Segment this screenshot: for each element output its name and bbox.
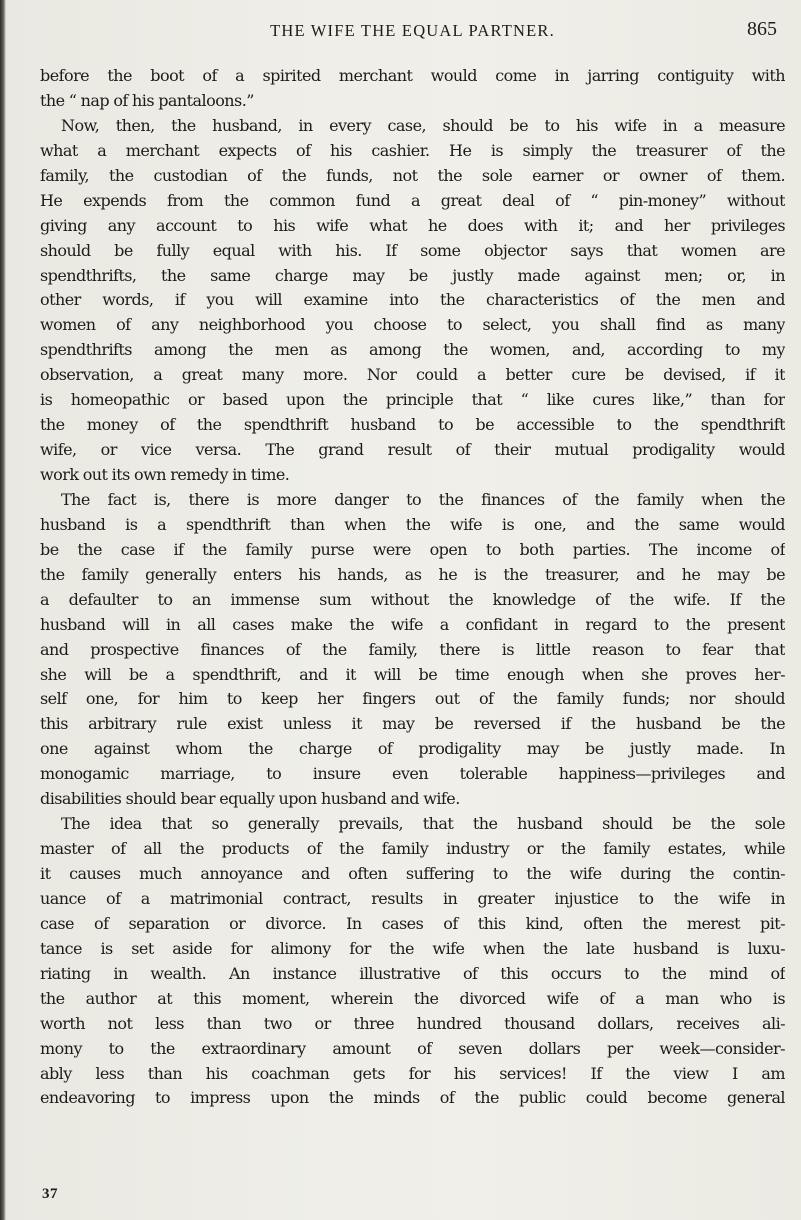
text-line: other words, if you will examine into the characteristics of the men and <box>40 290 785 310</box>
text-line: observation, a great many more. Nor could a better cure be devised, if it <box>40 365 785 385</box>
text-line: ably less than his coachman gets for his services! If the view I am <box>40 1063 785 1083</box>
text-line: the “ nap of his pantaloons.” <box>40 90 254 110</box>
text-line: before the boot of a spirited merchant would come in jarring contiguity with <box>40 66 785 85</box>
text-line: women of any neighborhood you choose to select, you shall find as many <box>40 315 785 335</box>
text-line: self one, for him to keep her fingers out of the family funds; nor should <box>40 689 785 709</box>
text-line: this arbitrary rule exist unless it may be reversed if the husband be the <box>40 714 785 734</box>
signature-mark: 37 <box>42 1186 58 1202</box>
text-line: what a merchant expects of his cashier. He is simply the treasurer of the <box>40 140 785 160</box>
text-line: be the case if the family purse were open to both parties. The income of <box>40 539 785 559</box>
text-line: mony to the extraordinary amount of seven dollars per week—consider- <box>40 1038 785 1058</box>
text-line: she will be a spendthrift, and it will be time enough when she proves her- <box>40 664 785 684</box>
text-line: the family generally enters his hands, as he is the treasurer, and he may be <box>40 564 785 584</box>
text-line: giving any account to his wife what he does with it; and her privileges <box>40 215 785 235</box>
text-line: a defaulter to an immense sum without the knowledge of the wife. If the <box>40 589 785 609</box>
text-line: monogamic marriage, to insure even tolerable happiness—privileges and <box>40 764 785 784</box>
text-line: the money of the spendthrift husband to be accessible to the spendthrift <box>40 415 785 435</box>
text-line: The idea that so generally prevails, that the husband should be the sole <box>61 814 785 834</box>
text-line: and prospective finances of the family, there is little reason to fear that <box>40 639 785 659</box>
text-line: case of separation or divorce. In cases of this kind, often the merest pit- <box>40 913 785 933</box>
body-text <box>40 64 785 1111</box>
text-line: Now, then, the husband, in every case, should be to his wife in a measure <box>61 115 785 135</box>
text-line: master of all the products of the family industry or the family estates, while <box>40 839 785 859</box>
text-line: husband will in all cases make the wife a confidant in regard to the present <box>40 614 785 634</box>
page-spine-shadow <box>0 0 6 1220</box>
text-line: it causes much annoyance and often suffering to the wife during the contin- <box>40 864 785 883</box>
text-line: endeavoring to impress upon the minds of the public could become general <box>40 1088 785 1108</box>
text-line: The fact is, there is more danger to the finances of the family when the <box>61 489 785 509</box>
text-line: tance is set aside for alimony for the wife when the late husband is luxu- <box>40 938 785 958</box>
page-number: 865 <box>747 18 777 40</box>
text-line: is homeopathic or based upon the principle that “ like cures like,” than for <box>40 390 785 410</box>
text-line: one against whom the charge of prodigality may be justly made. In <box>40 739 785 759</box>
text-line: disabilities should bear equally upon husband and wife. <box>40 789 460 809</box>
text-line: wife, or vice versa. The grand result of their mutual prodigality would <box>40 440 785 460</box>
text-line: the author at this moment, wherein the divorced wife of a man who is <box>40 988 785 1008</box>
text-line: should be fully equal with his. If some objector says that women are <box>40 240 785 260</box>
text-line: worth not less than two or three hundred thousand dollars, receives ali- <box>40 1013 785 1033</box>
text-line: spendthrifts among the men as among the women, and, according to my <box>40 340 785 360</box>
page-header <box>40 18 785 48</box>
text-line: riating in wealth. An instance illustrative of this occurs to the mind of <box>40 963 785 983</box>
text-line: work out its own remedy in time. <box>40 465 290 484</box>
text-line: uance of a matrimonial contract, results in greater injustice to the wife in <box>40 888 785 908</box>
text-line: husband is a spendthrift than when the wife is one, and the same would <box>40 514 785 534</box>
text-line: spendthrifts, the same charge may be justly made against men; or, in <box>40 265 785 285</box>
running-head: THE WIFE THE EQUAL PARTNER. <box>270 21 555 40</box>
text-line: He expends from the common fund a great deal of “ pin-money” without <box>40 190 785 210</box>
text-line: family, the custodian of the funds, not the sole earner or owner of them. <box>40 165 785 185</box>
